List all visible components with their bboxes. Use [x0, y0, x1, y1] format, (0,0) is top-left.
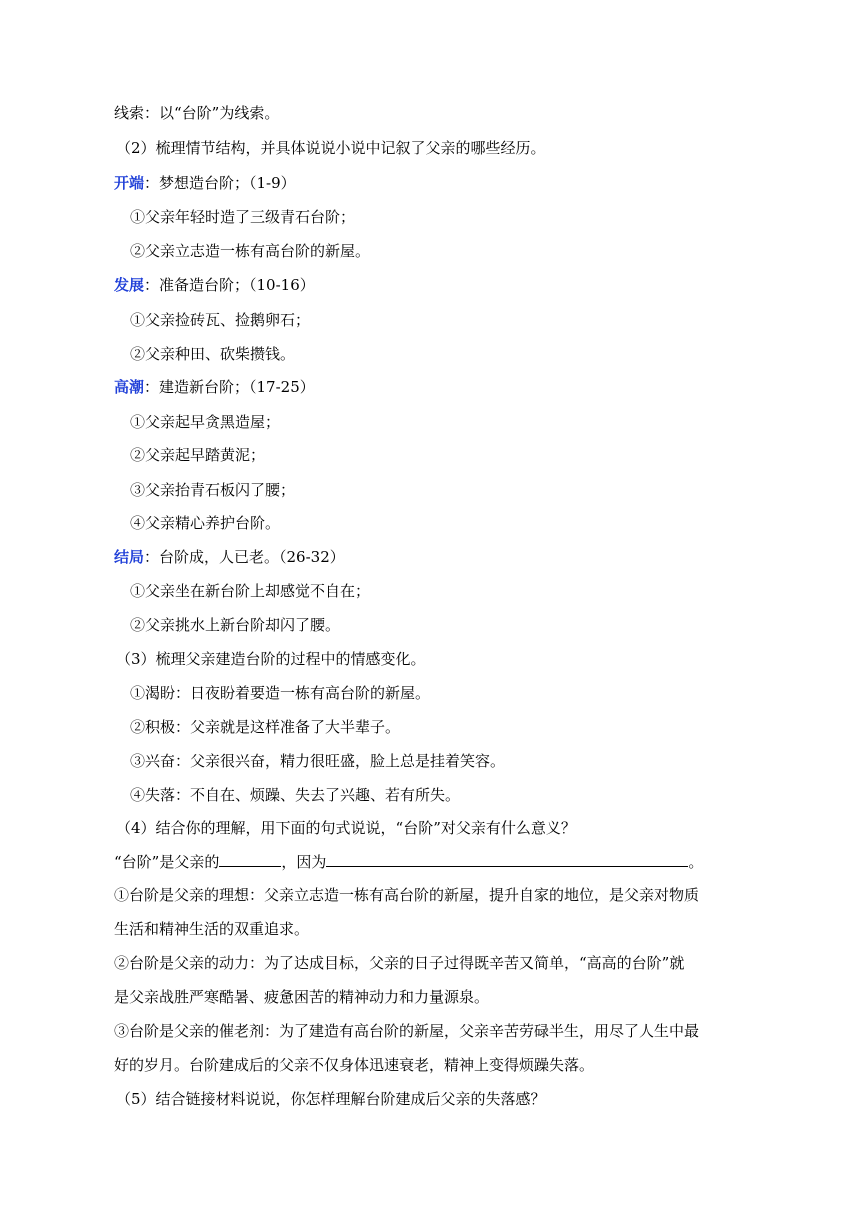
list-item: ③父亲抬青石板闪了腰；: [130, 481, 296, 499]
list-item: ④父亲精心养护台阶。: [130, 514, 281, 532]
list-item: ②父亲挑水上新台阶却闪了腰。: [130, 616, 341, 634]
section-opening: [114, 172, 296, 194]
section-development: [114, 274, 315, 296]
list-item: ①父亲起早贪黑造屋；: [130, 413, 281, 431]
list-item: ②父亲种田、砍柴攒钱。: [130, 345, 296, 363]
list-item: ①父亲捡砖瓦、捡鹅卵石；: [130, 311, 311, 329]
question-5: （5）结合链接材料说说，你怎样理解台阶建成后父亲的失落感？: [116, 1090, 546, 1108]
template-middle: ，因为: [281, 853, 327, 871]
section-tag: 结局: [114, 548, 145, 566]
section-climax: [114, 376, 315, 398]
question-3: （3）梳理父亲建造台阶的过程中的情感变化。: [116, 650, 426, 668]
list-item: ②父亲起早踏黄泥；: [130, 446, 266, 464]
clue-line: 线索：以“台阶”为线索。: [114, 104, 280, 122]
answer-line: ③台阶是父亲的催老剂：为了建造有高台阶的新屋，父亲辛苦劳碌半生，用尽了人生中最: [114, 1022, 700, 1040]
list-item: ①父亲坐在新台阶上却感觉不自在；: [130, 582, 371, 600]
list-item: ③兴奋：父亲很兴奋，精力很旺盛，脸上总是挂着笑容。: [130, 752, 506, 770]
section-tag: 高潮: [114, 378, 145, 396]
template-end: 。: [688, 853, 704, 871]
answer-line: 好的岁月。台阶建成后的父亲不仅身体迅速衰老，精神上变得烦躁失落。: [114, 1056, 595, 1074]
list-item: ④失落：不自在、烦躁、失去了兴趣、若有所失。: [130, 786, 461, 804]
answer-line: 是父亲战胜严寒酷暑、疲惫困苦的精神动力和力量源泉。: [114, 988, 490, 1006]
section-text: ：建造新台阶；（17-25）: [144, 378, 315, 396]
template-prefix: “台阶”是父亲的: [114, 853, 220, 871]
list-item: ②积极：父亲就是这样准备了大半辈子。: [130, 718, 401, 736]
list-item: ①父亲年轻时造了三级青石台阶；: [130, 208, 356, 226]
blank-long: [326, 850, 688, 867]
blank-short: [219, 850, 281, 867]
answer-line: ①台阶是父亲的理想：父亲立志造一栋有高台阶的新屋，提升自家的地位，是父亲对物质: [114, 886, 700, 904]
section-tag: 开端: [114, 174, 145, 192]
question-4: （4）结合你的理解，用下面的句式说说，“台阶”对父亲有什么意义？: [116, 819, 576, 837]
list-item: ②父亲立志造一栋有高台阶的新屋。: [130, 242, 371, 260]
question-2: （2）梳理情节结构，并具体说说小说中记叙了父亲的哪些经历。: [116, 139, 546, 157]
fill-in-template: [114, 850, 703, 873]
section-ending: [114, 546, 345, 568]
section-text: ：台阶成，人已老。（26-32）: [144, 548, 345, 566]
answer-line: ②台阶是父亲的动力：为了达成目标，父亲的日子过得既辛苦又简单，“高高的台阶”就: [114, 954, 685, 972]
section-tag: 发展: [114, 276, 145, 294]
section-text: ：准备造台阶；（10-16）: [144, 276, 315, 294]
answer-line: 生活和精神生活的双重追求。: [114, 920, 310, 938]
list-item: ①渴盼：日夜盼着要造一栋有高台阶的新屋。: [130, 684, 431, 702]
section-text: ：梦想造台阶；（1-9）: [144, 174, 296, 192]
